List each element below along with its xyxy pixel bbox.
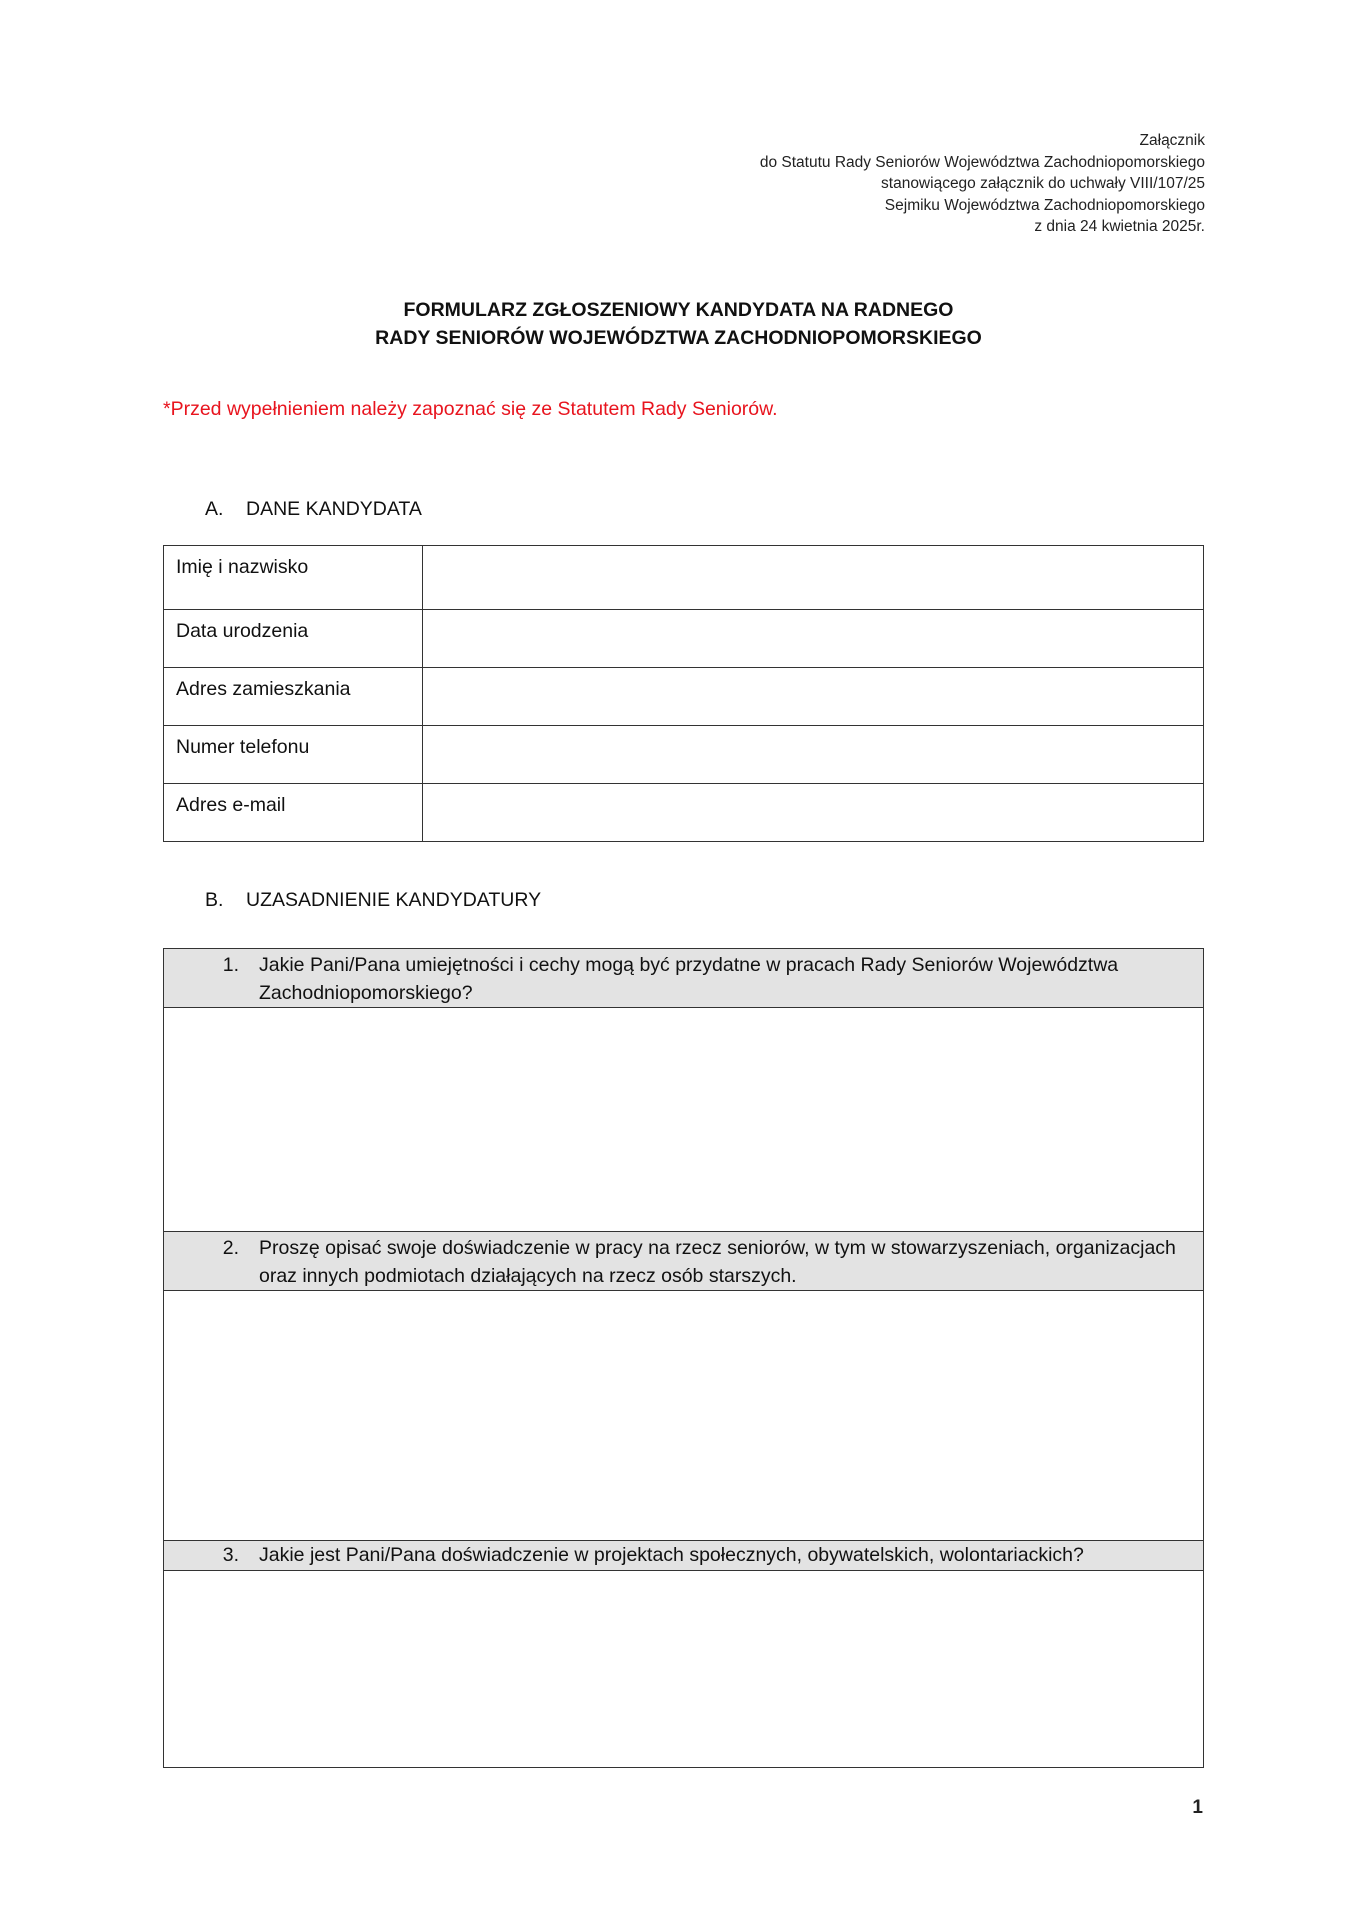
annex-line-4: Sejmiku Województwa Zachodniopomorskiego [884, 196, 1205, 214]
annex-note [760, 130, 1205, 238]
field-birthdate-value[interactable] [423, 610, 1203, 667]
table-row [164, 668, 1204, 726]
table-row [164, 784, 1204, 842]
field-label-email: Adres e-mail [164, 784, 423, 842]
section-a-heading [205, 498, 422, 521]
question-2-number: 2. [222, 1237, 239, 1259]
question-3-text: Jakie jest Pani/Pana doświadczenie w projektach społecznych, obywatelskich, wolontariackich? [259, 1544, 1084, 1566]
table-row [164, 726, 1204, 784]
table-row [164, 546, 1204, 610]
field-label-name: Imię i nazwisko [164, 546, 423, 610]
field-address-value[interactable] [423, 668, 1203, 725]
field-name-input[interactable] [423, 546, 1204, 610]
question-1-number: 1. [222, 954, 239, 976]
question-3-header [164, 1541, 1203, 1571]
candidate-data-table [163, 545, 1204, 842]
form-title-line-1: FORMULARZ ZGŁOSZENIOWY KANDYDATA NA RADNEGO [403, 299, 954, 321]
field-phone-input[interactable] [423, 726, 1204, 784]
field-label-phone: Numer telefonu [164, 726, 423, 784]
section-a-title: DANE KANDYDATA [246, 498, 422, 520]
question-1-text: Jakie Pani/Pana umiejętności i cechy mogą być przydatne w pracach Rady Seniorów Województwa Zachodniopomorskiego? [259, 954, 1119, 1004]
annex-line-5: z dnia 24 kwietnia 2025r. [1034, 218, 1205, 235]
field-label-address: Adres zamieszkania [164, 668, 423, 726]
question-2-answer-area[interactable] [164, 1291, 1203, 1540]
question-2-header [164, 1232, 1203, 1291]
annex-line-2: do Statutu Rady Seniorów Województwa Zachodniopomorskiego [759, 153, 1205, 171]
statute-notice: *Przed wypełnieniem należy zapoznać się ze Statutem Rady Seniorów. [163, 398, 778, 420]
field-email-value[interactable] [423, 784, 1203, 841]
question-3-box [163, 1540, 1204, 1768]
field-phone-value[interactable] [423, 726, 1203, 783]
annex-line-1: Załącznik [1139, 132, 1205, 149]
question-1-answer-area[interactable] [164, 1008, 1203, 1231]
section-a-letter: A. [205, 498, 224, 520]
section-b-letter: B. [205, 889, 224, 911]
form-title-line-2: RADY SENIORÓW WOJEWÓDZTWA ZACHODNIOPOMORSKIEGO [375, 327, 982, 349]
question-1-header [164, 949, 1203, 1008]
question-1-box [163, 948, 1204, 1233]
field-email-input[interactable] [423, 784, 1204, 842]
field-label-birthdate: Data urodzenia [164, 610, 423, 668]
field-address-input[interactable] [423, 668, 1204, 726]
question-2-text: Proszę opisać swoje doświadczenie w pracy na rzecz seniorów, w tym w stowarzyszeniach, organizacjach oraz innych podmiotach działających na rzecz osób starszych. [259, 1237, 1176, 1287]
question-3-number: 3. [222, 1544, 239, 1566]
question-2-box [163, 1231, 1204, 1542]
field-birthdate-input[interactable] [423, 610, 1204, 668]
question-3-answer-area[interactable] [164, 1571, 1203, 1766]
section-b-title: UZASADNIENIE KANDYDATURY [246, 889, 542, 911]
annex-line-3: stanowiącego załącznik do uchwały VIII/107/25 [881, 175, 1205, 192]
page-number: 1 [1192, 1797, 1203, 1818]
section-b-heading [205, 889, 541, 912]
table-row [164, 610, 1204, 668]
field-name-value[interactable] [423, 546, 1203, 609]
form-title [0, 296, 1357, 352]
